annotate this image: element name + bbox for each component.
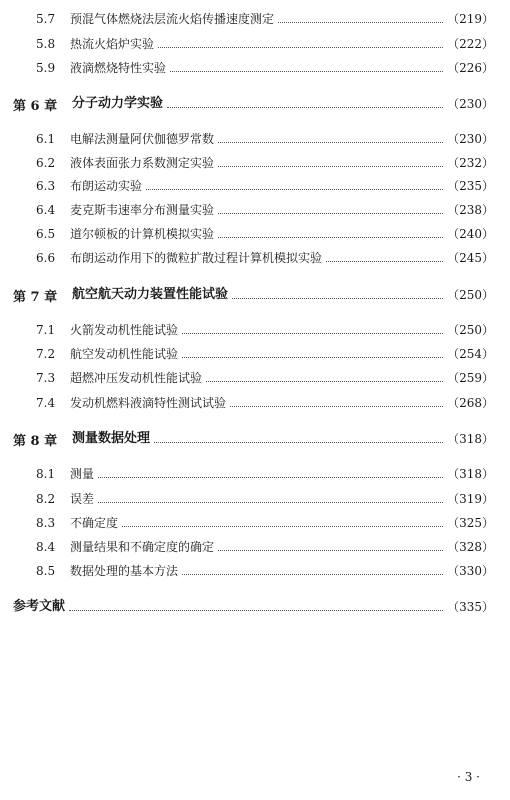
toc-chapter-row: [0, 284, 510, 306]
section-number: 5.8: [36, 37, 56, 51]
section-title: 热流火焰炉实验: [70, 37, 155, 51]
section-number: 6.6: [36, 251, 56, 265]
toc-section-row: [0, 175, 510, 197]
dot-leader: [98, 463, 443, 485]
page-number: · 3 ·: [457, 770, 480, 784]
page-ref: （318）: [447, 432, 494, 446]
section-title: 发动机燃料液滴特性测试试验: [70, 396, 227, 410]
page-ref: （318）: [447, 467, 494, 481]
dot-leader: [158, 33, 443, 55]
dot-leader: [278, 8, 443, 30]
section-number: 7.4: [36, 396, 56, 410]
toc-chapter-row: [0, 596, 510, 618]
page-ref: （259）: [447, 371, 494, 385]
dot-leader: [146, 175, 443, 197]
dot-leader: [167, 93, 443, 115]
dot-leader: [218, 199, 443, 221]
toc-chapter-row: [0, 93, 510, 115]
dot-leader: [170, 57, 443, 79]
toc-section-row: [0, 247, 510, 269]
dot-leader: [182, 343, 443, 365]
chapter-title: 测量数据处理: [72, 431, 151, 446]
page-ref: （335）: [447, 600, 494, 614]
section-number: 8.2: [36, 492, 56, 506]
section-title: 火箭发动机性能试验: [70, 323, 179, 337]
section-title: 布朗运动实验: [70, 179, 143, 193]
toc-section-row: [0, 463, 510, 485]
page-ref: （245）: [447, 251, 494, 265]
chapter-number: 第 6 章: [13, 98, 58, 114]
dot-leader: [122, 512, 443, 534]
dot-leader: [218, 152, 443, 174]
section-number: 8.5: [36, 564, 56, 578]
section-number: 7.3: [36, 371, 56, 385]
toc-section-row: [0, 8, 510, 30]
page-ref: （235）: [447, 179, 494, 193]
section-title: 电解法测量阿伏伽德罗常数: [70, 132, 215, 146]
page-ref: （240）: [447, 227, 494, 241]
dot-leader: [206, 367, 443, 389]
page-ref: （330）: [447, 564, 494, 578]
page-ref: （250）: [447, 323, 494, 337]
section-title: 测量: [70, 467, 95, 481]
dot-leader: [218, 536, 443, 558]
section-number: 6.1: [36, 132, 56, 146]
toc-section-row: [0, 57, 510, 79]
toc-section-row: [0, 392, 510, 414]
toc-section-row: [0, 512, 510, 534]
section-number: 8.3: [36, 516, 56, 530]
section-title: 航空发动机性能试验: [70, 347, 179, 361]
chapter-title: 航空航天动力装置性能试验: [72, 287, 229, 302]
chapter-number: 第 7 章: [13, 289, 58, 305]
dot-leader: [326, 247, 443, 269]
section-number: 5.9: [36, 61, 56, 75]
chapter-title: 参考文献: [13, 599, 66, 614]
toc-section-row: [0, 536, 510, 558]
dot-leader: [182, 319, 443, 341]
section-title: 液滴燃烧特性实验: [70, 61, 167, 75]
toc-section-row: [0, 223, 510, 245]
section-title: 测量结果和不确定度的确定: [70, 540, 215, 554]
section-number: 5.7: [36, 12, 56, 26]
page-ref: （250）: [447, 288, 494, 302]
toc-section-row: [0, 33, 510, 55]
page-ref: （219）: [447, 12, 494, 26]
toc-chapter-row: [0, 428, 510, 450]
dot-leader: [218, 223, 443, 245]
section-number: 7.1: [36, 323, 56, 337]
toc-section-row: [0, 367, 510, 389]
page-ref: （230）: [447, 132, 494, 146]
dot-leader: [232, 284, 443, 306]
section-title: 麦克斯韦速率分布测量实验: [70, 203, 215, 217]
page-ref: （268）: [447, 396, 494, 410]
dot-leader: [218, 128, 443, 150]
section-title: 误差: [70, 492, 95, 506]
chapter-title: 分子动力学实验: [72, 96, 164, 111]
page-ref: （319）: [447, 492, 494, 506]
dot-leader: [98, 488, 443, 510]
page-ref: （232）: [447, 156, 494, 170]
page-ref: （222）: [447, 37, 494, 51]
toc-section-row: [0, 488, 510, 510]
dot-leader: [69, 596, 443, 618]
dot-leader: [154, 428, 443, 450]
section-title: 布朗运动作用下的微粒扩散过程计算机模拟实验: [70, 251, 323, 265]
section-number: 6.4: [36, 203, 56, 217]
toc-section-row: [0, 128, 510, 150]
section-title: 液体表面张力系数测定实验: [70, 156, 215, 170]
page-ref: （230）: [447, 97, 494, 111]
section-title: 不确定度: [70, 516, 119, 530]
toc-section-row: [0, 343, 510, 365]
page-ref: （254）: [447, 347, 494, 361]
page-ref: （325）: [447, 516, 494, 530]
toc-section-row: [0, 319, 510, 341]
toc-section-row: [0, 560, 510, 582]
section-number: 8.4: [36, 540, 56, 554]
page-ref: （328）: [447, 540, 494, 554]
page-ref: （238）: [447, 203, 494, 217]
dot-leader: [182, 560, 443, 582]
dot-leader: [230, 392, 443, 414]
section-number: 6.3: [36, 179, 56, 193]
section-number: 7.2: [36, 347, 56, 361]
chapter-number: 第 8 章: [13, 433, 58, 449]
page-ref: （226）: [447, 61, 494, 75]
section-number: 8.1: [36, 467, 56, 481]
toc-section-row: [0, 152, 510, 174]
section-title: 预混气体燃烧法层流火焰传播速度测定: [70, 12, 275, 26]
section-title: 超燃冲压发动机性能试验: [70, 371, 203, 385]
section-number: 6.2: [36, 156, 56, 170]
section-title: 道尔顿板的计算机模拟实验: [70, 227, 215, 241]
section-number: 6.5: [36, 227, 56, 241]
toc-section-row: [0, 199, 510, 221]
section-title: 数据处理的基本方法: [70, 564, 179, 578]
